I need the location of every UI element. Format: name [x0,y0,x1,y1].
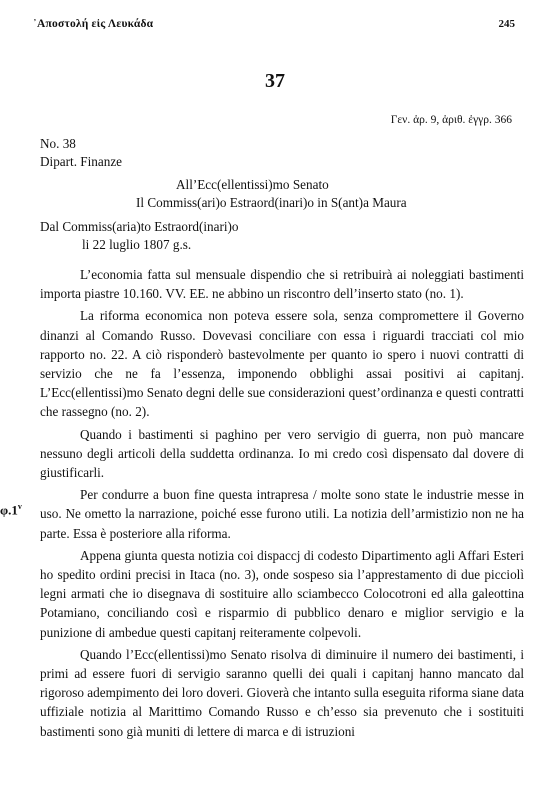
paragraph: La riforma economica non poteva essere sola, senza compromettere il Governo dinanzi al Comando Russo. Dovevasi conciliare con essa i riguardi tracciati col mio rapporto no. 22. A ciò risponderò bastevolmente per quanto io spero i nuovi contratti di servizio che ne fa l’essenza, imponendo obblighi assai positivi ai capitanj. L’Ecc(ellentissi)mo Senato degni delle sue considerazioni quest’ordinanza e questi contratti che rassegno (no. 2). [40,308,524,420]
sender-line-1: Dal Commiss(aria)to Estraord(inari)o [40,219,239,234]
paragraph: Quando l’Ecc(ellentissi)mo Senato risolva di diminuire il numero dei bastimenti, i primi ad essere fuori di servigio saranno quelli dei quali i capitanj hanno mancato dal rigoroso adempimento dei loro doveri. Gioverà che intanto sulla eseguita riforma siane data uffiziale notizia al Marittimo Comando Russo e ch’esso sia prevenuto che i sostituiti bastimenti sono già muniti di lettere di marca e di istruzioni [40,646,524,739]
addressee-line-1: All’Ecc(ellentissi)mo Senato [176,177,329,192]
protocol-number: No. 38 [40,136,76,151]
page-number: 245 [498,18,515,30]
folio-label: φ.1 [0,502,18,518]
folio-margin-note [0,502,22,518]
paragraph: L’economia fatta sul mensuale dispendio che si retribuirà ai noleggiati bastimenti importa piastre 10.160. VV. EE. ne abbino un riscontro dell’inserto stato (no. 1). [40,267,524,302]
paragraph: Appena giunta questa notizia coi dispaccj di codesto Dipartimento agli Affari Esteri ho spedito ordini precisi in Itaca (no. 3), onde sospeso sia l’apprestamento di due picciolì legni armati che io disegnava di sostituire allo sciambecco Colocotroni ed alla galeottina Potamiano, conciliando così e risparmio di pubblico denaro e miglior servigio e la punizione di ambedue questi capitanj reiteramente colpevoli. [40,547,524,640]
letter-body [40,265,524,744]
document-number: 37 [265,70,285,92]
department-line: Dipart. Finanze [40,154,123,169]
paragraph: Quando i bastimenti si paghino per vero servigio di guerra, non può mancare nessuno degli articoli della suddetta ordinanza. Io mi credo così dispensato dal dovere di giustificarli. [40,426,524,481]
paragraph: Per condurre a buon fine questa intrapresa / molte sono state le industrie messe in uso. Ne ometto la narrazione, poiché esse furono utili. La notizia dell’armistizio non ne ha parte. Essa è posteriore alla riforma. [40,487,524,541]
archive-reference: Γεν. ἀρ. 9, ἀριθ. ἐγγρ. 366 [390,114,512,126]
addressee-line-2: Il Commiss(ari)o Estraord(inari)o in S(ant)a Maura [136,195,407,210]
running-head: ᾽Αποστολή εἰς Λευκάδα [33,18,154,30]
sender-line-2: li 22 luglio 1807 g.s. [82,237,192,252]
folio-verso-mark: v [17,502,22,511]
